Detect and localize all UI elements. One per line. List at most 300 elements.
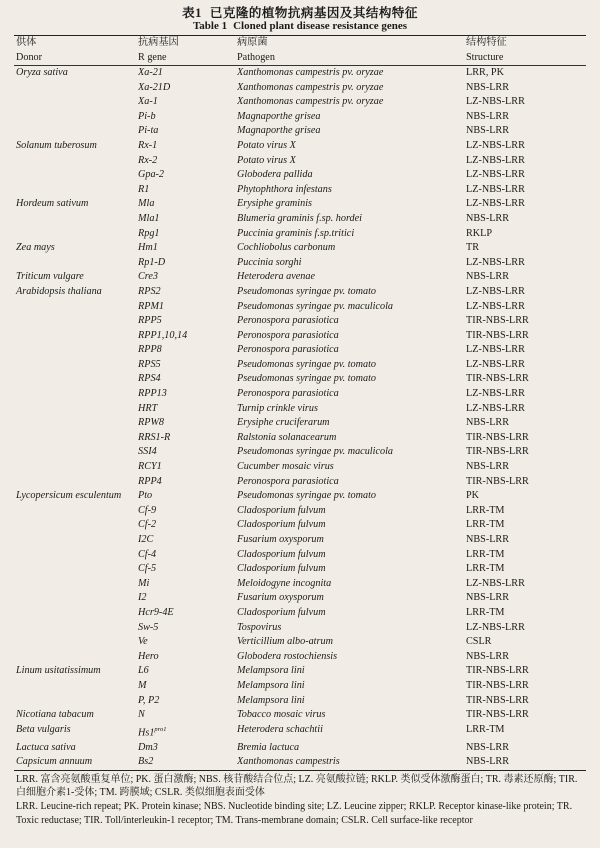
table-row [14, 694, 588, 709]
gene-cell [138, 270, 237, 285]
pathogen-cell-text: Magnaporthe grisea [237, 110, 321, 122]
gene-cell [138, 489, 237, 504]
pathogen-cell-text: Potato virus X [237, 154, 296, 166]
structure-cell [466, 679, 588, 694]
donor-cell [14, 533, 138, 548]
gene-cell [138, 66, 237, 81]
gene-cell [138, 154, 237, 169]
donor-cell-text: Lactuca sativa [16, 741, 76, 753]
table-row [14, 358, 588, 373]
gene-cell [138, 387, 237, 402]
pathogen-cell [237, 227, 466, 242]
pathogen-cell-text: Fusarium oxysporum [237, 534, 324, 545]
table-row [14, 431, 588, 446]
pathogen-cell-text: Cucumber mosaic virus [237, 461, 334, 473]
gene-cell [138, 197, 237, 212]
pathogen-cell-text: Globodera rostochiensis [237, 650, 338, 662]
table-row [14, 343, 588, 358]
structure-cell-text: LRR-TM [466, 723, 505, 735]
gene-cell [138, 591, 237, 606]
donor-cell [14, 755, 138, 770]
structure-cell-text: NBS-LRR [466, 592, 510, 604]
donor-cell [14, 285, 138, 300]
structure-cell-text: LZ-NBS-LRR [466, 344, 525, 356]
pathogen-cell-text: Cladosporium fulvum [237, 606, 326, 618]
pathogen-cell-text: Peronospora parasiotica [237, 388, 339, 400]
structure-cell [466, 110, 588, 125]
gene-cell-text: Gpa-2 [138, 169, 165, 181]
structure-cell-text: CSLR [466, 636, 492, 648]
structure-cell [466, 66, 588, 81]
donor-cell [14, 183, 138, 198]
structure-cell [466, 708, 588, 723]
pathogen-cell-text: Melampsora lini [237, 694, 305, 706]
gene-table [14, 66, 588, 770]
gene-cell-text: Cf-9 [138, 504, 157, 516]
structure-cell-text: LZ-NBS-LRR [466, 198, 525, 210]
pathogen-cell [237, 518, 466, 533]
gene-cell [138, 431, 237, 446]
structure-cell-text: LZ-NBS-LRR [466, 621, 525, 633]
structure-cell-text: LZ-NBS-LRR [466, 402, 525, 414]
table-header [14, 36, 588, 65]
pathogen-cell-text: Magnaporthe grisea [237, 125, 321, 137]
table-row [14, 197, 588, 212]
gene-cell-text: RPP4 [138, 475, 162, 487]
donor-cell-text: Solanum tuberosum [16, 139, 97, 151]
table-title-en [14, 20, 586, 33]
pathogen-cell [237, 124, 466, 139]
gene-cell-text: P, P2 [138, 694, 160, 706]
structure-cell-text: LZ-NBS-LRR [466, 285, 525, 297]
donor-cell [14, 504, 138, 519]
structure-cell [466, 577, 588, 592]
gene-cell [138, 504, 237, 519]
gene-cell-text: M [138, 679, 147, 691]
structure-cell-text: NBS-LRR [466, 271, 510, 283]
table-row [14, 562, 588, 577]
gene-cell [138, 314, 237, 329]
donor-cell [14, 329, 138, 344]
donor-cell [14, 741, 138, 756]
pathogen-cell [237, 664, 466, 679]
table-row [14, 256, 588, 271]
table-row [14, 387, 588, 402]
gene-cell [138, 183, 237, 198]
gene-cell-text: RPP8 [138, 344, 162, 356]
gene-cell [138, 694, 237, 709]
pathogen-cell [237, 416, 466, 431]
donor-cell [14, 694, 138, 709]
donor-cell [14, 387, 138, 402]
structure-cell-text: RKLP [466, 227, 493, 239]
gene-cell [138, 329, 237, 344]
pathogen-cell [237, 154, 466, 169]
pathogen-cell [237, 679, 466, 694]
structure-cell-text: LZ-NBS-LRR [466, 577, 525, 589]
table-row [14, 679, 588, 694]
table-row [14, 81, 588, 96]
header-rgene-cn: 抗病基因 [138, 37, 179, 48]
structure-cell [466, 314, 588, 329]
gene-cell [138, 300, 237, 315]
gene-cell [138, 372, 237, 387]
gene-cell [138, 402, 237, 417]
structure-cell [466, 212, 588, 227]
pathogen-cell [237, 343, 466, 358]
donor-cell [14, 416, 138, 431]
pathogen-cell [237, 475, 466, 490]
pathogen-cell [237, 183, 466, 198]
donor-cell [14, 708, 138, 723]
pathogen-cell [237, 621, 466, 636]
structure-cell [466, 387, 588, 402]
table-caption-cn: 已克隆的植物抗病基因及其结构特征 [209, 6, 418, 20]
donor-cell-text: Zea mays [16, 242, 55, 254]
pathogen-cell [237, 694, 466, 709]
pathogen-cell [237, 270, 466, 285]
pathogen-cell [237, 577, 466, 592]
structure-cell-text: NBS-LRR [466, 534, 510, 545]
donor-cell [14, 591, 138, 606]
gene-cell [138, 741, 237, 756]
gene-cell-text: Xa-1 [138, 96, 158, 108]
pathogen-cell [237, 755, 466, 770]
pathogen-cell [237, 708, 466, 723]
structure-cell-text: LZ-NBS-LRR [466, 300, 525, 312]
pathogen-cell [237, 533, 466, 548]
structure-cell-text: TIR-NBS-LRR [466, 709, 529, 721]
structure-cell-text: PK [466, 490, 480, 502]
gene-cell [138, 285, 237, 300]
gene-cell [138, 723, 237, 741]
gene-cell [138, 577, 237, 592]
pathogen-cell [237, 504, 466, 519]
pathogen-cell [237, 285, 466, 300]
table-row [14, 212, 588, 227]
gene-cell-text: Hs1 [138, 727, 155, 739]
gene-cell-text: Hm1 [138, 242, 158, 254]
gene-cell-text: RPP5 [138, 315, 162, 327]
gene-cell [138, 635, 237, 650]
pathogen-cell-text: Turnip crinkle virus [237, 402, 318, 414]
donor-cell-text: Arabidopsis thaliana [16, 285, 102, 297]
pathogen-cell [237, 548, 466, 563]
pathogen-cell-text: Pseudomonas syringae pv. tomato [237, 358, 377, 370]
pathogen-cell-text: Cladosporium fulvum [237, 519, 326, 531]
gene-cell-text: RPP1,10,14 [138, 329, 188, 341]
pathogen-cell [237, 372, 466, 387]
donor-cell [14, 606, 138, 621]
structure-cell-text: TIR-NBS-LRR [466, 475, 529, 487]
pathogen-cell-text: Erysiphe cruciferarum [237, 417, 330, 429]
structure-cell [466, 723, 588, 741]
structure-cell-text: NBS-LRR [466, 417, 510, 429]
donor-cell [14, 154, 138, 169]
pathogen-cell [237, 314, 466, 329]
table-row [14, 168, 588, 183]
gene-cell [138, 621, 237, 636]
structure-cell [466, 533, 588, 548]
structure-cell [466, 95, 588, 110]
donor-cell [14, 562, 138, 577]
donor-cell [14, 635, 138, 650]
table-row [14, 475, 588, 490]
header-structure-en: Structure [466, 51, 504, 63]
structure-cell-text: NBS-LRR [466, 461, 510, 473]
structure-cell [466, 329, 588, 344]
donor-cell [14, 460, 138, 475]
structure-cell-text: TIR-NBS-LRR [466, 373, 529, 385]
donor-cell [14, 168, 138, 183]
gene-cell [138, 548, 237, 563]
gene-cell-text: Dm3 [138, 741, 158, 753]
table-row [14, 577, 588, 592]
donor-cell [14, 139, 138, 154]
pathogen-cell [237, 66, 466, 81]
gene-cell-text: Mi [138, 577, 150, 589]
table-row [14, 300, 588, 315]
table-caption-en: Cloned plant disease resistance genes [233, 20, 408, 32]
pathogen-cell-text: Peronospora parasiotica [237, 344, 339, 356]
table-row [14, 445, 588, 460]
pathogen-cell-text: Pseudomonas syringae pv. tomato [237, 373, 377, 385]
structure-cell [466, 168, 588, 183]
gene-cell-text: RPS4 [138, 373, 161, 385]
structure-cell-text: TIR-NBS-LRR [466, 315, 529, 327]
gene-cell-text: Pto [138, 490, 153, 502]
notes-en: LRR. Leucine-rich repeat; PK. Protein kinase; NBS. Nucleotide binding site; LZ. Leucine zipper; RKLP. Receptor kinase-like protein; TR. Toxic reductase; TIR. Toll/interleukin-1 receptor; TM. Trans-membrane domain; CSLR. Cell surface-like receptor [16, 801, 573, 826]
gene-cell [138, 212, 237, 227]
structure-cell [466, 402, 588, 417]
pathogen-cell [237, 650, 466, 665]
pathogen-cell-text: Ralstonia solanacearum [237, 431, 337, 443]
structure-cell [466, 343, 588, 358]
gene-cell [138, 110, 237, 125]
gene-cell-text: Ve [138, 636, 148, 648]
structure-cell-text: NBS-LRR [466, 650, 510, 662]
structure-cell [466, 300, 588, 315]
structure-cell-text: LZ-NBS-LRR [466, 388, 525, 400]
structure-cell [466, 664, 588, 679]
gene-cell-text: RRS1-R [138, 431, 171, 443]
donor-cell [14, 241, 138, 256]
donor-cell [14, 124, 138, 139]
gene-cell-text: Cf-2 [138, 519, 157, 531]
structure-cell-text: TIR-NBS-LRR [466, 694, 529, 706]
donor-cell [14, 664, 138, 679]
donor-cell [14, 723, 138, 741]
donor-cell-text: Oryza sativa [16, 67, 68, 78]
table-page [14, 6, 586, 827]
pathogen-cell [237, 168, 466, 183]
structure-cell-text: LZ-NBS-LRR [466, 358, 525, 370]
structure-cell [466, 241, 588, 256]
header-donor-cn: 供体 [16, 37, 37, 48]
gene-cell-text: I2C [138, 534, 154, 545]
structure-cell [466, 183, 588, 198]
structure-cell-text: NBS-LRR [466, 212, 510, 224]
donor-cell-text: Beta vulgaris [16, 723, 71, 735]
donor-cell [14, 679, 138, 694]
gene-cell-text: RPW8 [138, 417, 165, 429]
gene-cell-text: RPS2 [138, 285, 161, 297]
table-row [14, 227, 588, 242]
structure-cell [466, 562, 588, 577]
table-row [14, 460, 588, 475]
gene-cell [138, 664, 237, 679]
gene-cell-text: Hero [138, 650, 159, 662]
pathogen-cell-text: Tospovirus [237, 621, 282, 633]
gene-cell-text: R1 [138, 183, 150, 195]
pathogen-cell [237, 300, 466, 315]
structure-cell [466, 139, 588, 154]
pathogen-cell-text: Phytophthora infestans [237, 183, 332, 195]
pathogen-cell [237, 489, 466, 504]
pathogen-cell-text: Pseudomonas syringae pv. tomato [237, 285, 377, 297]
pathogen-cell-text: Heterodera avenae [237, 271, 315, 283]
table-row [14, 591, 588, 606]
gene-cell-text: Xa-21 [138, 67, 163, 78]
pathogen-cell-text: Cochliobolus carbonum [237, 242, 336, 254]
structure-cell [466, 694, 588, 709]
structure-cell-text: LZ-NBS-LRR [466, 96, 525, 108]
donor-cell [14, 314, 138, 329]
table-row [14, 241, 588, 256]
structure-cell [466, 197, 588, 212]
notes-cn: LRR. 富含亮氨酸重复单位; PK. 蛋白激酶; NBS. 核苷酸结合位点; LZ. 亮氨酸拉链; RKLP. 类似受体激酶蛋白; TR. 毒素还原酶; TIR. 白细胞介素1-受体; TM. 跨膜域; CSLR. 类似细胞表面受体 [16, 773, 578, 799]
pathogen-cell [237, 241, 466, 256]
structure-cell-text: LRR-TM [466, 548, 505, 560]
pathogen-cell-text: Peronospora parasiotica [237, 329, 339, 341]
pathogen-cell-text: Tobacco mosaic virus [237, 709, 326, 721]
donor-cell [14, 227, 138, 242]
donor-cell [14, 358, 138, 373]
structure-cell-text: NBS-LRR [466, 741, 510, 753]
pathogen-cell-text: Peronospora parasiotica [237, 475, 339, 487]
gene-cell-text: Xa-21D [138, 81, 171, 93]
pathogen-cell-text: Puccinia sorghi [237, 256, 302, 268]
donor-cell [14, 256, 138, 271]
pathogen-cell-text: Verticillium albo-atrum [237, 636, 333, 648]
gene-cell-text: Pi-ta [138, 125, 159, 137]
table-row [14, 372, 588, 387]
gene-cell [138, 95, 237, 110]
table-row [14, 635, 588, 650]
donor-cell [14, 300, 138, 315]
structure-cell [466, 227, 588, 242]
pathogen-cell-text: Puccinia graminis f.sp.tritici [237, 227, 355, 239]
structure-cell-text: TR [466, 242, 480, 254]
table-row [14, 755, 588, 770]
table-row [14, 183, 588, 198]
table-row [14, 154, 588, 169]
structure-cell [466, 460, 588, 475]
structure-cell [466, 154, 588, 169]
gene-cell [138, 124, 237, 139]
pathogen-cell [237, 606, 466, 621]
table-row [14, 402, 588, 417]
gene-cell-text: RPP13 [138, 388, 167, 400]
table-row [14, 416, 588, 431]
header-structure-cn: 结构特征 [466, 37, 507, 48]
pathogen-cell-text: Meloidogyne incognita [237, 577, 332, 589]
structure-cell [466, 256, 588, 271]
gene-cell [138, 358, 237, 373]
table-row [14, 329, 588, 344]
structure-cell-text: TIR-NBS-LRR [466, 679, 529, 691]
gene-cell [138, 533, 237, 548]
table-row [14, 533, 588, 548]
structure-cell [466, 124, 588, 139]
gene-cell-text: Cf-4 [138, 548, 157, 560]
donor-cell [14, 66, 138, 81]
gene-cell-text: Bs2 [138, 756, 154, 768]
gene-cell-text: Hcr9-4E [138, 606, 174, 618]
header-rgene-en: R gene [138, 51, 167, 63]
gene-cell-text: HRT [138, 402, 158, 414]
pathogen-cell [237, 81, 466, 96]
pathogen-cell-text: Peronospora parasiotica [237, 315, 339, 327]
table-number-cn: 表1 [182, 6, 202, 20]
donor-cell [14, 110, 138, 125]
gene-cell-text: RCY1 [138, 461, 162, 473]
gene-cell [138, 139, 237, 154]
donor-cell [14, 548, 138, 563]
gene-cell-text: Cre3 [138, 271, 158, 283]
donor-cell [14, 197, 138, 212]
donor-cell [14, 372, 138, 387]
pathogen-cell-text: Cladosporium fulvum [237, 563, 326, 575]
pathogen-cell-text: Erysiphe graminis [237, 198, 312, 210]
bottom-rule [14, 770, 586, 771]
donor-cell-text: Nicotiana tabacum [16, 709, 94, 721]
gene-cell [138, 168, 237, 183]
donor-cell-text: Triticum vulgare [16, 271, 84, 283]
structure-cell-text: NBS-LRR [466, 756, 510, 768]
pathogen-cell-text: Pseudomonas syringae pv. tomato [237, 490, 377, 502]
gene-cell-text: I2 [138, 592, 147, 604]
pathogen-cell-text: Xanthomonas campestris [237, 756, 340, 768]
structure-cell [466, 489, 588, 504]
gene-cell-text: Rx-1 [138, 139, 158, 151]
pathogen-cell [237, 212, 466, 227]
table-row [14, 621, 588, 636]
structure-cell [466, 81, 588, 96]
donor-cell-text: Lycopersicum esculentum [16, 490, 122, 502]
gene-cell [138, 650, 237, 665]
structure-cell-text: LRR-TM [466, 563, 505, 575]
pathogen-cell-text: Cladosporium fulvum [237, 548, 326, 560]
header-pathogen-cn: 病原菌 [237, 37, 268, 48]
structure-cell [466, 606, 588, 621]
donor-cell [14, 621, 138, 636]
donor-cell [14, 95, 138, 110]
gene-cell [138, 445, 237, 460]
donor-cell-text: Hordeum sativum [16, 198, 89, 210]
table-number-en: Table 1 [192, 20, 228, 32]
table-row [14, 110, 588, 125]
structure-cell [466, 518, 588, 533]
gene-cell [138, 475, 237, 490]
donor-cell-text: Capsicum annuum [16, 756, 93, 768]
table-row [14, 95, 588, 110]
pathogen-cell [237, 402, 466, 417]
gene-cell [138, 256, 237, 271]
gene-table-body [14, 66, 588, 770]
pathogen-cell-text: Blumeria graminis f.sp. hordei [237, 212, 362, 224]
structure-cell-text: LRR-TM [466, 606, 505, 618]
